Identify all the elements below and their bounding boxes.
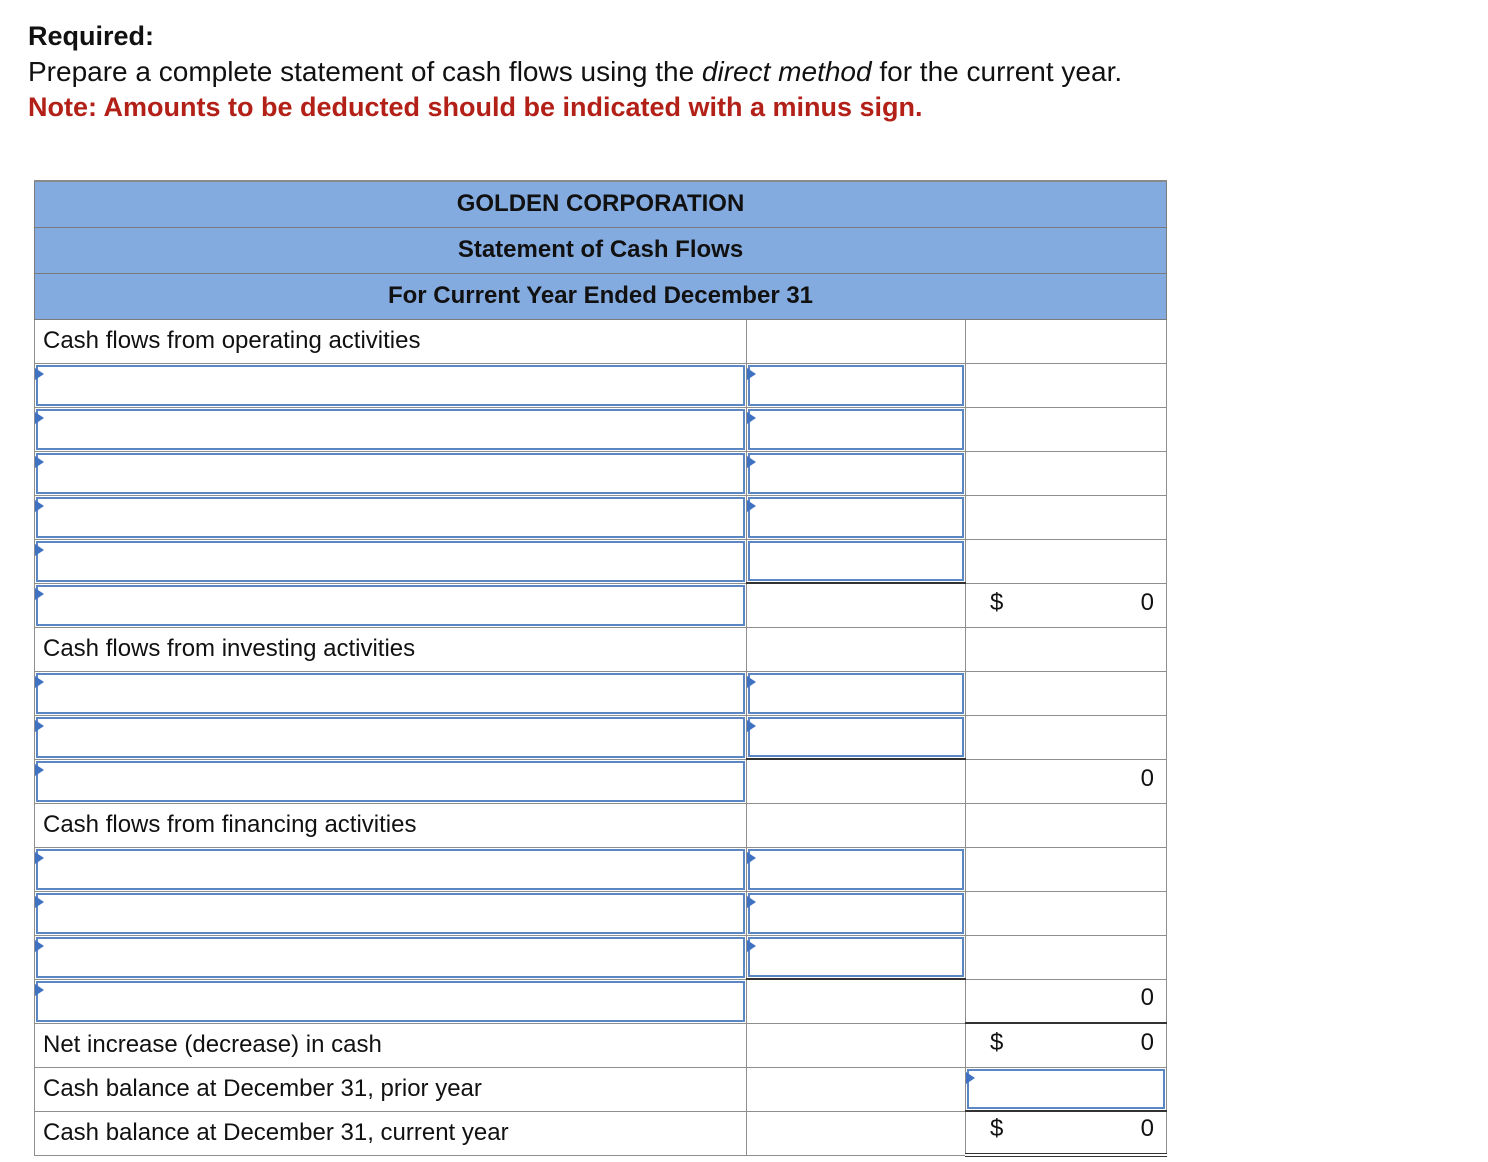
cash-flow-statement — [34, 180, 1166, 1157]
dropdown-arrow-icon — [35, 544, 44, 556]
dropdown-arrow-icon — [35, 764, 44, 776]
dropdown-arrow-icon — [747, 940, 756, 952]
dropdown-arrow-icon — [966, 1072, 975, 1084]
net-change-amount — [966, 1023, 1167, 1067]
prior-balance-label: Cash balance at December 31, prior year — [35, 1067, 747, 1111]
net-change-value: 0 — [1140, 1028, 1154, 1056]
investing-total-label-input[interactable] — [35, 759, 747, 803]
investing-item-2-label-input[interactable] — [35, 715, 747, 759]
investing-total-amount — [966, 759, 1167, 803]
dropdown-arrow-icon — [747, 412, 756, 424]
financing-total-label-input[interactable] — [35, 979, 747, 1023]
currency-symbol: $ — [990, 1115, 1004, 1142]
current-balance-value: 0 — [1140, 1115, 1154, 1142]
investing-item-1-amount-input[interactable] — [747, 671, 966, 715]
dropdown-arrow-icon — [35, 588, 44, 600]
financing-heading: Cash flows from financing activities — [35, 803, 747, 847]
dropdown-arrow-icon — [35, 940, 44, 952]
operating-heading: Cash flows from operating activities — [35, 319, 747, 363]
statement-title: Statement of Cash Flows — [35, 227, 1167, 273]
dropdown-arrow-icon — [747, 896, 756, 908]
dropdown-arrow-icon — [747, 500, 756, 512]
dropdown-arrow-icon — [35, 984, 44, 996]
investing-heading: Cash flows from investing activities — [35, 627, 747, 671]
dropdown-arrow-icon — [35, 412, 44, 424]
current-balance-amount — [966, 1111, 1167, 1155]
investing-total-value: 0 — [1140, 764, 1154, 792]
investing-item-2-amount-input[interactable] — [747, 715, 966, 759]
dropdown-arrow-icon — [35, 456, 44, 468]
financing-item-1-amount-input[interactable] — [747, 847, 966, 891]
operating-item-4-amount-input[interactable] — [747, 495, 966, 539]
financing-item-2-amount-input[interactable] — [747, 891, 966, 935]
financing-total-amount — [966, 979, 1167, 1023]
financing-item-1-label-input[interactable] — [35, 847, 747, 891]
dropdown-arrow-icon — [35, 368, 44, 380]
currency-symbol: $ — [990, 1028, 1004, 1056]
dropdown-arrow-icon — [747, 368, 756, 380]
financing-item-3-label-input[interactable] — [35, 935, 747, 979]
investing-item-1-label-input[interactable] — [35, 671, 747, 715]
company-name: GOLDEN CORPORATION — [35, 181, 1167, 227]
dropdown-arrow-icon — [35, 896, 44, 908]
prior-balance-input[interactable] — [966, 1067, 1167, 1111]
prepare-instruction — [28, 54, 1122, 90]
dropdown-arrow-icon — [35, 852, 44, 864]
dropdown-arrow-icon — [35, 500, 44, 512]
prepare-text-1: Prepare a complete statement of cash flows using the — [28, 56, 702, 87]
operating-item-2-label-input[interactable] — [35, 407, 747, 451]
required-heading: Required: — [28, 21, 155, 51]
operating-item-2-amount-input[interactable] — [747, 407, 966, 451]
statement-period: For Current Year Ended December 31 — [35, 273, 1167, 319]
operating-item-1-label-input[interactable] — [35, 363, 747, 407]
prepare-text-2: for the current year. — [871, 56, 1123, 87]
financing-total-value: 0 — [1140, 984, 1154, 1011]
dropdown-arrow-icon — [747, 720, 756, 732]
operating-total-label-input[interactable] — [35, 583, 747, 627]
dropdown-arrow-icon — [747, 852, 756, 864]
dropdown-arrow-icon — [747, 456, 756, 468]
dropdown-arrow-icon — [35, 720, 44, 732]
operating-item-3-amount-input[interactable] — [747, 451, 966, 495]
net-change-label: Net increase (decrease) in cash — [35, 1023, 747, 1067]
currency-symbol: $ — [990, 588, 1004, 616]
dropdown-arrow-icon — [747, 676, 756, 688]
operating-item-5-label-input[interactable] — [35, 539, 747, 583]
note-text: Note: Amounts to be deducted should be indicated with a minus sign. — [28, 92, 923, 122]
operating-total-value: 0 — [1140, 588, 1154, 616]
prepare-text-italic: direct method — [701, 56, 872, 87]
dropdown-arrow-icon — [35, 676, 44, 688]
operating-item-4-label-input[interactable] — [35, 495, 747, 539]
financing-item-3-amount-input[interactable] — [747, 935, 966, 979]
operating-item-1-amount-input[interactable] — [747, 363, 966, 407]
current-balance-label: Cash balance at December 31, current year — [35, 1111, 747, 1155]
operating-total-amount — [966, 583, 1167, 627]
operating-item-5-amount-input[interactable] — [747, 539, 966, 583]
financing-item-2-label-input[interactable] — [35, 891, 747, 935]
operating-item-3-label-input[interactable] — [35, 451, 747, 495]
instructions — [28, 18, 1122, 124]
